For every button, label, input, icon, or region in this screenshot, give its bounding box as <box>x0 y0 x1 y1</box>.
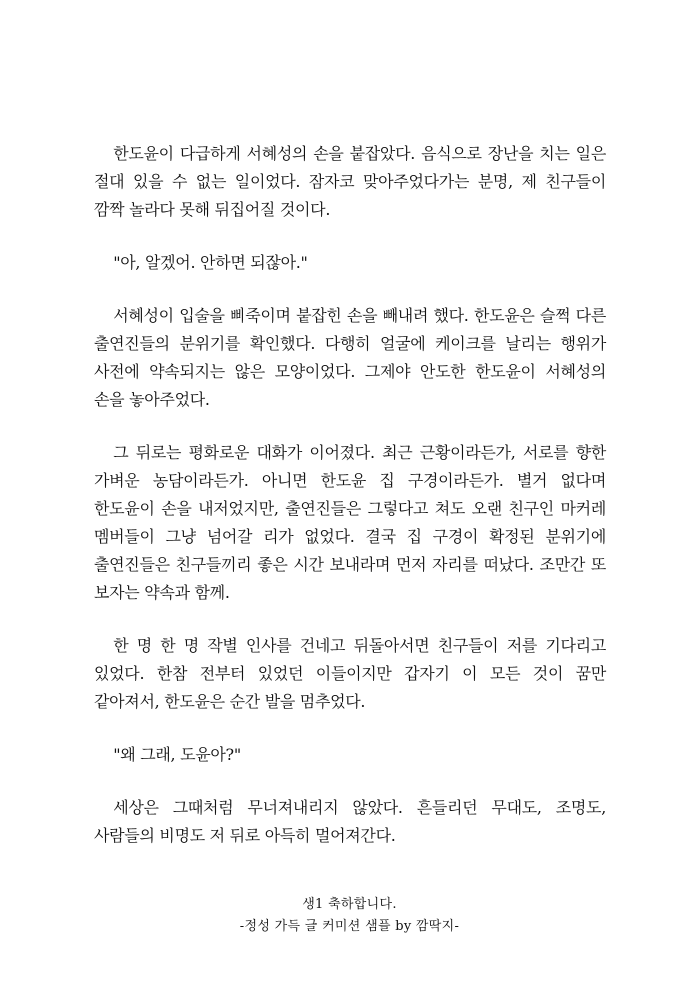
paragraph-4: 한 명 한 명 작별 인사를 건네고 뒤돌아서면 친구들이 저를 기다리고 있었다. 한참 전부터 있었던 이들이지만 갑자기 이 모든 것이 꿈만 같아져서, 한도윤은 순간 발을 멈추었다. <box>94 636 606 711</box>
story-body <box>94 140 606 875</box>
paragraph-1: 한도윤이 다급하게 서혜성의 손을 붙잡았다. 음식으로 장난을 치는 일은 절대 있을 수 없는 일이었다. 잠자코 맞아주었다가는 분명, 제 친구들이 깜짝 놀라다 못해 뒤집어질 것이다. <box>94 144 606 219</box>
paragraph-2: 서혜성이 입술을 삐죽이며 붙잡힌 손을 빼내려 했다. 한도윤은 슬쩍 다른 출연진들의 분위기를 확인했다. 다행히 얼굴에 케이크를 날리는 행위가 사전에 약속되지는 않은 모양이었다. 그제야 안도한 한도윤이 서혜성의 손을 놓아주었다. <box>94 306 606 409</box>
footer-congrats: 생1 축하합니다. <box>302 897 397 912</box>
footer-credit: -정성 가득 글 커미션 샘플 by 깜딱지- <box>239 919 460 934</box>
paragraph-3: 그 뒤로는 평화로운 대화가 이어졌다. 최근 근황이라든가, 서로를 향한 가벼운 농담이라든가. 아니면 한도윤 집 구경이라든가. 별거 없다며 한도윤이 손을 내저었지만, 출연진들은 그렇다고 쳐도 오랜 친구인 마커레 멤버들이 그냥 넘어갈 리가 없었다. 결국 집 구경이 확정된 분위기에 출연진들은 친구들끼리 좋은 시간 보내라며 먼저 자리를 떠났다. 조만간 또 보자는 약속과 함께. <box>94 443 606 602</box>
dialogue-2: "왜 그래, 도윤아?" <box>113 745 241 764</box>
footer-caption <box>0 894 699 938</box>
dialogue-1: "아, 알겠어. 안하면 되잖아." <box>113 253 308 272</box>
paragraph-5: 세상은 그때처럼 무너져내리지 않았다. 흔들리던 무대도, 조명도, 사람들의 비명도 저 뒤로 아득히 멀어져간다. <box>94 798 606 845</box>
